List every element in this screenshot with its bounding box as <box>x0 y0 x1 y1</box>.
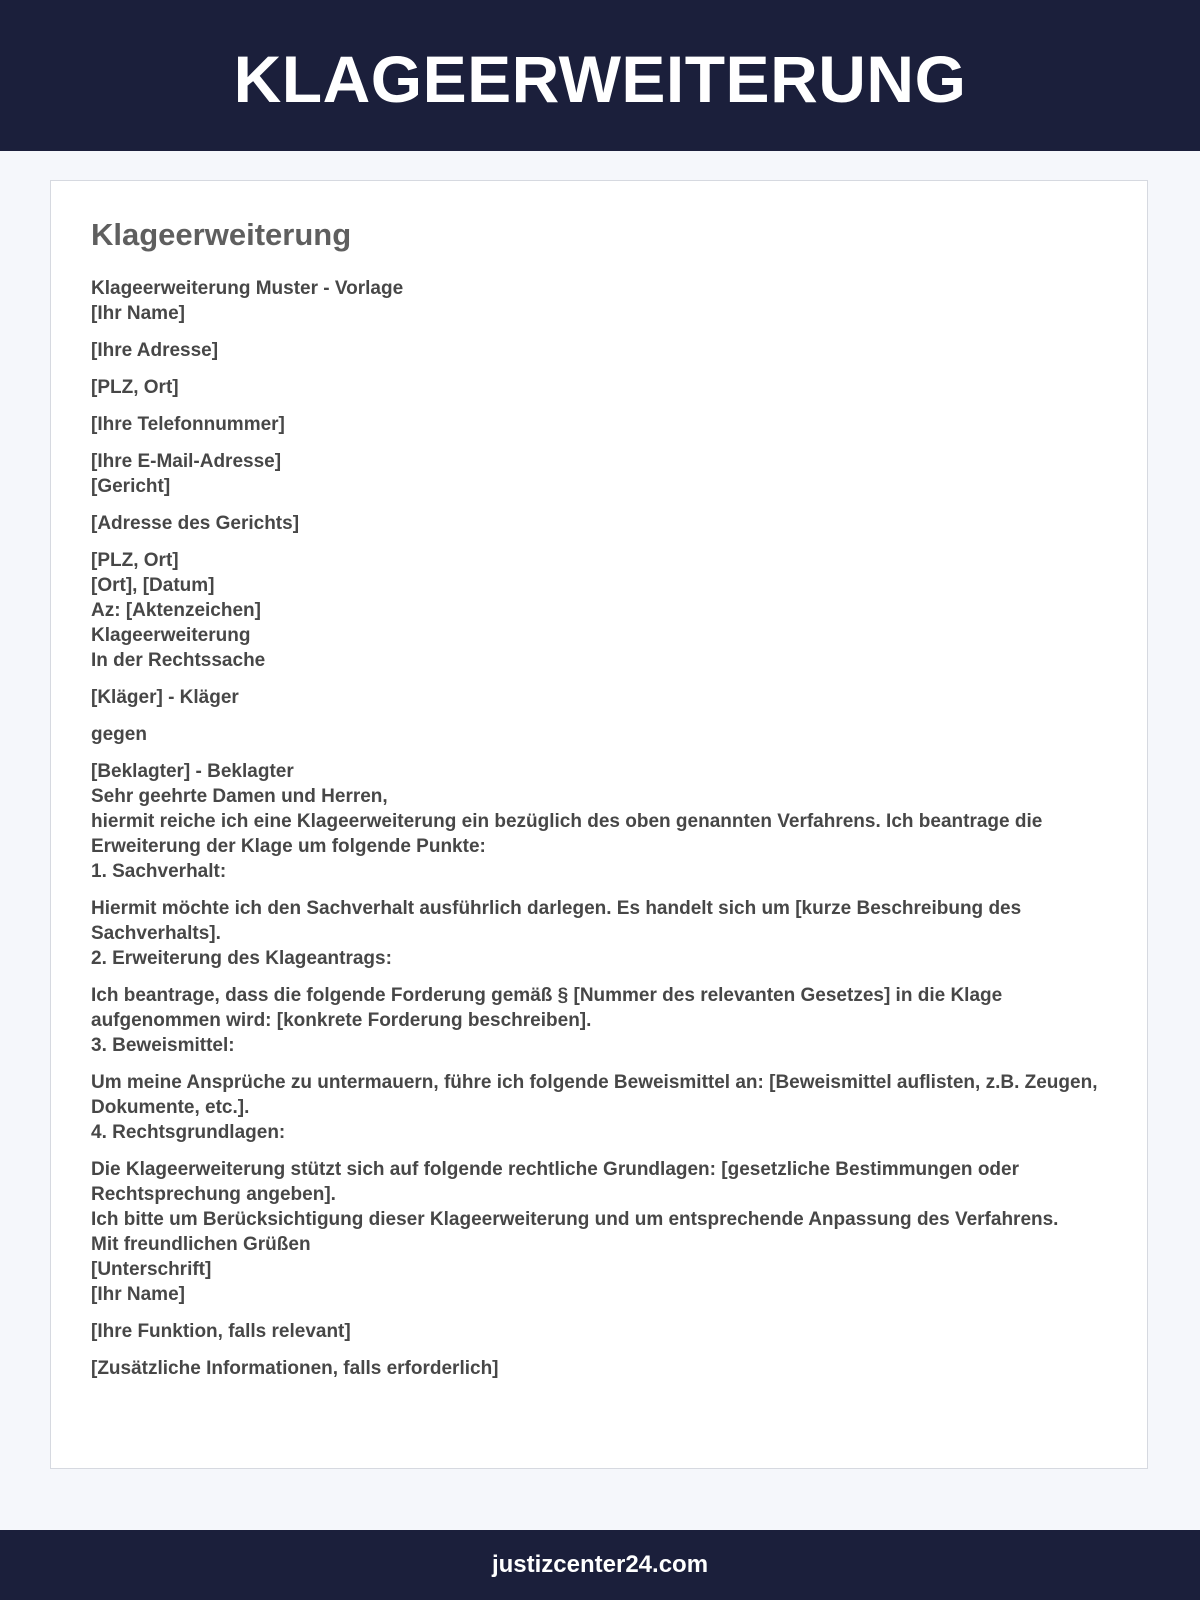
document-line: Die Klageerweiterung stützt sich auf folgende rechtliche Grundlagen: [gesetzliche Bestimmungen oder Rechtsprechung angeben]. <box>91 1159 1019 1205</box>
document-paragraph <box>91 412 1101 437</box>
page-footer <box>0 1530 1200 1600</box>
document-paragraph <box>91 375 1101 400</box>
document-paragraph <box>91 685 1101 710</box>
document-line: Sehr geehrte Damen und Herren, <box>91 786 388 807</box>
document-line: Ich bitte um Berücksichtigung dieser Klageerweiterung und um entsprechende Anpassung des Verfahrens. <box>91 1209 1059 1230</box>
document-line: 4. Rechtsgrundlagen: <box>91 1122 286 1143</box>
document-line: [Ihre Adresse] <box>91 340 219 361</box>
document-paragraph <box>91 338 1101 363</box>
document-card <box>50 180 1148 1469</box>
document-paragraph <box>91 1070 1101 1145</box>
document-paragraph <box>91 896 1101 971</box>
document-line: [Ihre Telefonnummer] <box>91 414 285 435</box>
document-line: Mit freundlichen Grüßen <box>91 1234 311 1255</box>
document-line: 1. Sachverhalt: <box>91 861 227 882</box>
document-paragraph <box>91 511 1101 536</box>
document-paragraph <box>91 1319 1101 1344</box>
document-title: Klageerweiterung <box>91 217 352 252</box>
document-line: [Ihre Funktion, falls relevant] <box>91 1321 351 1342</box>
document-line: [Ort], [Datum] <box>91 575 215 596</box>
document-paragraph <box>91 449 1101 499</box>
document-paragraph <box>91 983 1101 1058</box>
document-line: [Zusätzliche Informationen, falls erforderlich] <box>91 1358 499 1379</box>
document-body <box>91 276 1101 1381</box>
document-paragraph <box>91 759 1101 884</box>
document-paragraph <box>91 1157 1101 1307</box>
page-banner-title: KLAGEERWEITERUNG <box>233 41 967 116</box>
document-paragraph <box>91 276 1101 326</box>
document-line: In der Rechtssache <box>91 650 266 671</box>
page-header <box>0 0 1200 151</box>
document-line: [Beklagter] - Beklagter <box>91 761 294 782</box>
document-line: 3. Beweismittel: <box>91 1035 235 1056</box>
document-line: [Kläger] - Kläger <box>91 687 239 708</box>
document-line: hiermit reiche ich eine Klageerweiterung ein bezüglich des oben genannten Verfahrens. Ich beantrage die Erweiterung der Klage um folgende Punkte: <box>91 811 1043 857</box>
document-line: [Ihr Name] <box>91 1284 185 1305</box>
document-line: Klageerweiterung <box>91 625 251 646</box>
document-paragraph <box>91 548 1101 673</box>
document-line: [Ihre E-Mail-Adresse] <box>91 451 282 472</box>
document-paragraph <box>91 1356 1101 1381</box>
footer-site-name: justizcenter24.com <box>491 1551 709 1578</box>
document-line: Klageerweiterung Muster - Vorlage <box>91 278 404 299</box>
document-line: Um meine Ansprüche zu untermauern, führe ich folgende Beweismittel an: [Beweismittel auflisten, z.B. Zeugen, Dokumente, etc.]. <box>91 1072 1098 1118</box>
document-line: Hiermit möchte ich den Sachverhalt ausführlich darlegen. Es handelt sich um [kurze Beschreibung des Sachverhalts]. <box>91 898 1022 944</box>
document-line: [Adresse des Gerichts] <box>91 513 300 534</box>
document-line: 2. Erweiterung des Klageantrags: <box>91 948 392 969</box>
document-line: [Gericht] <box>91 476 171 497</box>
document-line: Ich beantrage, dass die folgende Forderung gemäß § [Nummer des relevanten Gesetzes] in die Klage aufgenommen wird: [konkrete Forderung beschreiben]. <box>91 985 1003 1031</box>
document-line: gegen <box>91 724 147 745</box>
document-line: [Unterschrift] <box>91 1259 212 1280</box>
document-line: [PLZ, Ort] <box>91 550 179 571</box>
document-line: [Ihr Name] <box>91 303 185 324</box>
document-line: Az: [Aktenzeichen] <box>91 600 261 621</box>
document-paragraph <box>91 722 1101 747</box>
document-line: [PLZ, Ort] <box>91 377 179 398</box>
